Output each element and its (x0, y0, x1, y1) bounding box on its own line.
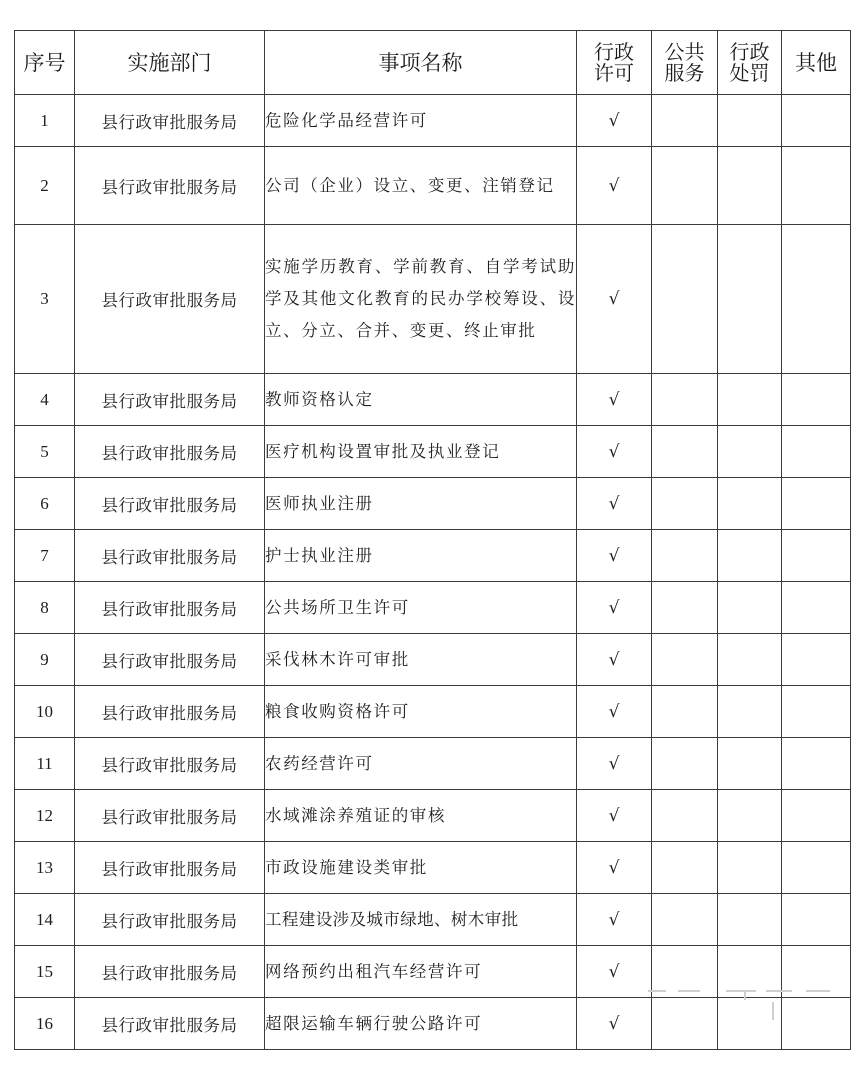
cell-admin-license: √ (577, 946, 652, 998)
table-row (15, 582, 851, 634)
header-admin-penalty-line2: 处罚 (729, 60, 770, 85)
table-row (15, 426, 851, 478)
cell-other (782, 842, 851, 894)
cell-admin-license: √ (577, 225, 652, 374)
cell-public-service (652, 634, 718, 686)
cell-admin-license: √ (577, 582, 652, 634)
table-row (15, 478, 851, 530)
cell-admin-license: √ (577, 790, 652, 842)
cell-admin-penalty (718, 634, 782, 686)
cell-other (782, 95, 851, 147)
cell-dept: 县行政审批服务局 (75, 738, 265, 790)
cell-other (782, 478, 851, 530)
cell-other (782, 634, 851, 686)
cell-other (782, 530, 851, 582)
cell-admin-penalty (718, 95, 782, 147)
table-row (15, 634, 851, 686)
cell-admin-license: √ (577, 894, 652, 946)
cell-public-service (652, 894, 718, 946)
header-public-service (652, 31, 718, 95)
cell-admin-license: √ (577, 530, 652, 582)
cell-item: 超限运输车辆行驶公路许可 (265, 998, 577, 1050)
header-num: 序号 (15, 31, 75, 95)
header-dept: 实施部门 (75, 31, 265, 95)
cell-num: 8 (15, 582, 75, 634)
table-row (15, 225, 851, 374)
cell-dept: 县行政审批服务局 (75, 790, 265, 842)
cell-admin-penalty (718, 894, 782, 946)
cell-num: 7 (15, 530, 75, 582)
cell-other (782, 374, 851, 426)
header-admin-license-line1: 行政 (594, 39, 634, 64)
artifact-dash (806, 990, 830, 992)
cell-dept: 县行政审批服务局 (75, 634, 265, 686)
header-admin-penalty (718, 31, 782, 95)
cell-item: 粮食收购资格许可 (265, 686, 577, 738)
cell-num: 15 (15, 946, 75, 998)
cell-admin-license: √ (577, 738, 652, 790)
table-row (15, 374, 851, 426)
cell-admin-license: √ (577, 842, 652, 894)
artifact-tick (772, 1002, 774, 1020)
cell-num: 4 (15, 374, 75, 426)
cell-admin-penalty (718, 842, 782, 894)
cell-dept: 县行政审批服务局 (75, 147, 265, 225)
cell-dept: 县行政审批服务局 (75, 530, 265, 582)
header-public-service-line2: 服务 (664, 60, 705, 85)
cell-admin-license: √ (577, 95, 652, 147)
cell-other (782, 147, 851, 225)
cell-item: 工程建设涉及城市绿地、树木审批 (265, 894, 577, 946)
cell-dept: 县行政审批服务局 (75, 894, 265, 946)
cell-public-service (652, 225, 718, 374)
artifact-dash (726, 990, 756, 992)
scan-artifact (648, 986, 838, 1026)
cell-item: 农药经营许可 (265, 738, 577, 790)
cell-admin-penalty (718, 374, 782, 426)
cell-item: 网络预约出租汽车经营许可 (265, 946, 577, 998)
cell-dept: 县行政审批服务局 (75, 478, 265, 530)
artifact-tick (744, 990, 746, 1000)
cell-public-service (652, 790, 718, 842)
cell-num: 5 (15, 426, 75, 478)
cell-item: 公司（企业）设立、变更、注销登记 (265, 147, 577, 225)
cell-public-service (652, 95, 718, 147)
cell-admin-penalty (718, 790, 782, 842)
table-row (15, 530, 851, 582)
cell-num: 12 (15, 790, 75, 842)
cell-item: 市政设施建设类审批 (265, 842, 577, 894)
cell-item: 采伐林木许可审批 (265, 634, 577, 686)
cell-num: 10 (15, 686, 75, 738)
header-item: 事项名称 (265, 31, 577, 95)
cell-public-service (652, 530, 718, 582)
header-public-service-line1: 公共 (664, 39, 705, 64)
cell-admin-penalty (718, 738, 782, 790)
cell-other (782, 582, 851, 634)
cell-dept: 县行政审批服务局 (75, 225, 265, 374)
cell-num: 14 (15, 894, 75, 946)
cell-dept: 县行政审批服务局 (75, 95, 265, 147)
table-row (15, 790, 851, 842)
cell-dept: 县行政审批服务局 (75, 842, 265, 894)
table-header-row (15, 31, 851, 95)
table-row (15, 686, 851, 738)
cell-public-service (652, 374, 718, 426)
cell-other (782, 738, 851, 790)
cell-num: 13 (15, 842, 75, 894)
table-row (15, 147, 851, 225)
cell-admin-penalty (718, 582, 782, 634)
cell-dept: 县行政审批服务局 (75, 426, 265, 478)
cell-admin-penalty (718, 225, 782, 374)
cell-num: 2 (15, 147, 75, 225)
cell-item: 教师资格认定 (265, 374, 577, 426)
cell-dept: 县行政审批服务局 (75, 998, 265, 1050)
cell-public-service (652, 582, 718, 634)
cell-admin-penalty (718, 686, 782, 738)
cell-admin-penalty (718, 530, 782, 582)
cell-public-service (652, 147, 718, 225)
cell-admin-penalty (718, 147, 782, 225)
cell-num: 9 (15, 634, 75, 686)
cell-other (782, 686, 851, 738)
cell-admin-penalty (718, 426, 782, 478)
cell-public-service (652, 738, 718, 790)
cell-admin-license: √ (577, 998, 652, 1050)
cell-item: 医疗机构设置审批及执业登记 (265, 426, 577, 478)
artifact-dash (766, 990, 792, 992)
table-row (15, 894, 851, 946)
cell-num: 6 (15, 478, 75, 530)
cell-other (782, 894, 851, 946)
cell-public-service (652, 842, 718, 894)
matters-table (14, 30, 851, 1050)
cell-item: 实施学历教育、学前教育、自学考试助学及其他文化教育的民办学校筹设、设立、分立、合并、变更、终止审批 (265, 225, 577, 374)
cell-admin-license: √ (577, 478, 652, 530)
cell-public-service (652, 426, 718, 478)
cell-other (782, 225, 851, 374)
cell-dept: 县行政审批服务局 (75, 946, 265, 998)
header-admin-penalty-line1: 行政 (729, 39, 770, 64)
cell-dept: 县行政审批服务局 (75, 582, 265, 634)
header-admin-license-line2: 许可 (594, 60, 634, 85)
cell-num: 16 (15, 998, 75, 1050)
cell-admin-license: √ (577, 634, 652, 686)
cell-item: 危险化学品经营许可 (265, 95, 577, 147)
table-row (15, 842, 851, 894)
cell-num: 1 (15, 95, 75, 147)
cell-dept: 县行政审批服务局 (75, 374, 265, 426)
cell-other (782, 426, 851, 478)
cell-public-service (652, 686, 718, 738)
cell-num: 11 (15, 738, 75, 790)
artifact-dash (678, 990, 700, 992)
cell-admin-license: √ (577, 374, 652, 426)
artifact-dash (648, 990, 666, 992)
cell-admin-license: √ (577, 686, 652, 738)
cell-admin-license: √ (577, 426, 652, 478)
header-other: 其他 (782, 31, 851, 95)
cell-admin-license: √ (577, 147, 652, 225)
table-row (15, 738, 851, 790)
cell-item: 护士执业注册 (265, 530, 577, 582)
cell-admin-penalty (718, 478, 782, 530)
cell-item: 公共场所卫生许可 (265, 582, 577, 634)
table-row (15, 95, 851, 147)
cell-item: 水域滩涂养殖证的审核 (265, 790, 577, 842)
cell-public-service (652, 478, 718, 530)
cell-other (782, 790, 851, 842)
header-admin-license (577, 31, 652, 95)
cell-num: 3 (15, 225, 75, 374)
cell-dept: 县行政审批服务局 (75, 686, 265, 738)
cell-item: 医师执业注册 (265, 478, 577, 530)
